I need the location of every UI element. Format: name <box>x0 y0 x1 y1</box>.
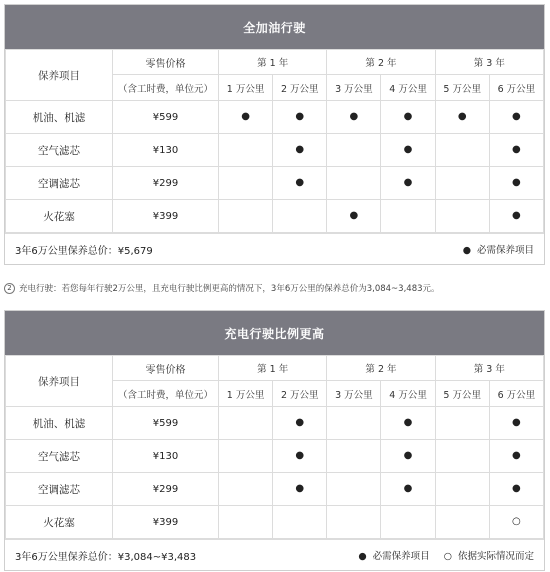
mark-cell: ● <box>381 407 435 440</box>
price-note: （含工时费，单位元） <box>113 75 219 101</box>
item-price: ¥599 <box>113 101 219 134</box>
km-header: 3 万公里 <box>327 75 381 101</box>
legend-item <box>358 548 429 562</box>
mark-cell: ● <box>489 473 543 506</box>
legend-label: 必需保养项目 <box>372 551 430 562</box>
item-price: ¥130 <box>113 440 219 473</box>
km-header: 5 万公里 <box>435 75 489 101</box>
mark-cell <box>327 167 381 200</box>
item-price: ¥299 <box>113 167 219 200</box>
mark-cell <box>435 407 489 440</box>
footnote <box>4 282 545 294</box>
table-row <box>6 101 544 134</box>
mark-cell: ● <box>219 101 273 134</box>
mark-cell <box>381 200 435 233</box>
mark-cell <box>219 473 273 506</box>
item-name: 机油、机滤 <box>6 407 113 440</box>
mark-cell: ● <box>489 134 543 167</box>
table-row <box>6 506 544 539</box>
price-note: （含工时费，单位元） <box>113 381 219 407</box>
mark-cell: ● <box>327 101 381 134</box>
table-row <box>6 200 544 233</box>
item-name: 空调滤芯 <box>6 167 113 200</box>
km-header: 6 万公里 <box>489 381 543 407</box>
km-header: 5 万公里 <box>435 381 489 407</box>
mark-cell <box>435 200 489 233</box>
km-header: 4 万公里 <box>381 75 435 101</box>
mark-cell <box>381 506 435 539</box>
km-header: 3 万公里 <box>327 381 381 407</box>
table-title: 充电行驶比例更高 <box>5 311 544 355</box>
schedule-table-gasoline <box>4 4 545 265</box>
mark-cell: ● <box>489 440 543 473</box>
legend-label: 必需保养项目 <box>476 245 534 256</box>
total-price: 3年6万公里保养总价：¥3,084~¥3,483 <box>15 551 197 563</box>
mark-cell: ● <box>381 473 435 506</box>
item-price: ¥399 <box>113 506 219 539</box>
item-price: ¥299 <box>113 473 219 506</box>
footnote-text: 充电行驶：若您每年行驶2万公里，且充电行驶比例更高的情况下，3年6万公里的保养总价为3,084~3,483元。 <box>19 284 440 294</box>
table-row <box>6 440 544 473</box>
item-header: 保养项目 <box>6 50 113 101</box>
mark-cell <box>435 506 489 539</box>
mark-cell: ● <box>489 407 543 440</box>
item-header: 保养项目 <box>6 356 113 407</box>
mark-cell: ● <box>327 200 381 233</box>
mark-cell <box>327 134 381 167</box>
mark-cell <box>435 473 489 506</box>
mark-cell <box>435 440 489 473</box>
km-header: 2 万公里 <box>273 381 327 407</box>
price-header: 零售价格 <box>113 50 219 75</box>
km-header: 1 万公里 <box>219 75 273 101</box>
mark-cell <box>435 167 489 200</box>
mark-cell: ● <box>273 440 327 473</box>
item-price: ¥599 <box>113 407 219 440</box>
table-row <box>6 167 544 200</box>
table-row <box>6 407 544 440</box>
table-footer <box>5 539 544 570</box>
mark-cell: ● <box>381 167 435 200</box>
mark-cell <box>219 167 273 200</box>
item-name: 火花塞 <box>6 506 113 539</box>
mark-cell <box>219 134 273 167</box>
legend <box>358 548 534 562</box>
mark-cell <box>327 440 381 473</box>
year-1-header: 第 1 年 <box>219 356 327 381</box>
km-header: 6 万公里 <box>489 75 543 101</box>
mark-cell <box>327 506 381 539</box>
table-footer <box>5 233 544 264</box>
mark-cell: ● <box>489 101 543 134</box>
table-title: 全加油行驶 <box>5 5 544 49</box>
mark-cell <box>219 407 273 440</box>
year-3-header: 第 3 年 <box>435 356 543 381</box>
km-header: 1 万公里 <box>219 381 273 407</box>
year-1-header: 第 1 年 <box>219 50 327 75</box>
legend <box>463 242 534 256</box>
mark-cell: ● <box>273 134 327 167</box>
item-name: 空气滤芯 <box>6 134 113 167</box>
total-price: 3年6万公里保养总价：¥5,679 <box>15 245 153 257</box>
mark-cell: ● <box>381 101 435 134</box>
mark-cell <box>435 134 489 167</box>
item-price: ¥130 <box>113 134 219 167</box>
mark-cell: ● <box>489 200 543 233</box>
mark-cell <box>273 506 327 539</box>
mark-cell: ● <box>489 167 543 200</box>
km-header: 4 万公里 <box>381 381 435 407</box>
item-name: 空气滤芯 <box>6 440 113 473</box>
mark-cell <box>327 473 381 506</box>
legend-item <box>444 548 534 562</box>
item-name: 空调滤芯 <box>6 473 113 506</box>
year-2-header: 第 2 年 <box>327 50 435 75</box>
item-name: 火花塞 <box>6 200 113 233</box>
mark-cell: ● <box>273 473 327 506</box>
item-price: ¥399 <box>113 200 219 233</box>
table-row <box>6 473 544 506</box>
mark-cell <box>219 200 273 233</box>
maintenance-grid <box>5 355 544 539</box>
year-3-header: 第 3 年 <box>435 50 543 75</box>
year-2-header: 第 2 年 <box>327 356 435 381</box>
filled-dot-icon: ● <box>358 551 367 562</box>
mark-cell: ● <box>381 440 435 473</box>
price-header: 零售价格 <box>113 356 219 381</box>
mark-cell: ● <box>273 101 327 134</box>
legend-label: 依据实际情况而定 <box>457 551 534 562</box>
mark-cell <box>273 200 327 233</box>
mark-cell <box>219 440 273 473</box>
circled-number-icon: 2 <box>4 283 15 294</box>
filled-dot-icon: ● <box>462 245 471 256</box>
legend-item <box>463 242 534 256</box>
table-row <box>6 134 544 167</box>
maintenance-grid <box>5 49 544 233</box>
mark-cell: ● <box>381 134 435 167</box>
mark-cell <box>219 506 273 539</box>
mark-cell: ● <box>273 167 327 200</box>
mark-cell: ● <box>273 407 327 440</box>
item-name: 机油、机滤 <box>6 101 113 134</box>
hollow-circle-icon: ○ <box>443 551 452 562</box>
km-header: 2 万公里 <box>273 75 327 101</box>
mark-cell: ● <box>435 101 489 134</box>
schedule-table-charging <box>4 310 545 571</box>
mark-cell: ○ <box>489 506 543 539</box>
mark-cell <box>327 407 381 440</box>
